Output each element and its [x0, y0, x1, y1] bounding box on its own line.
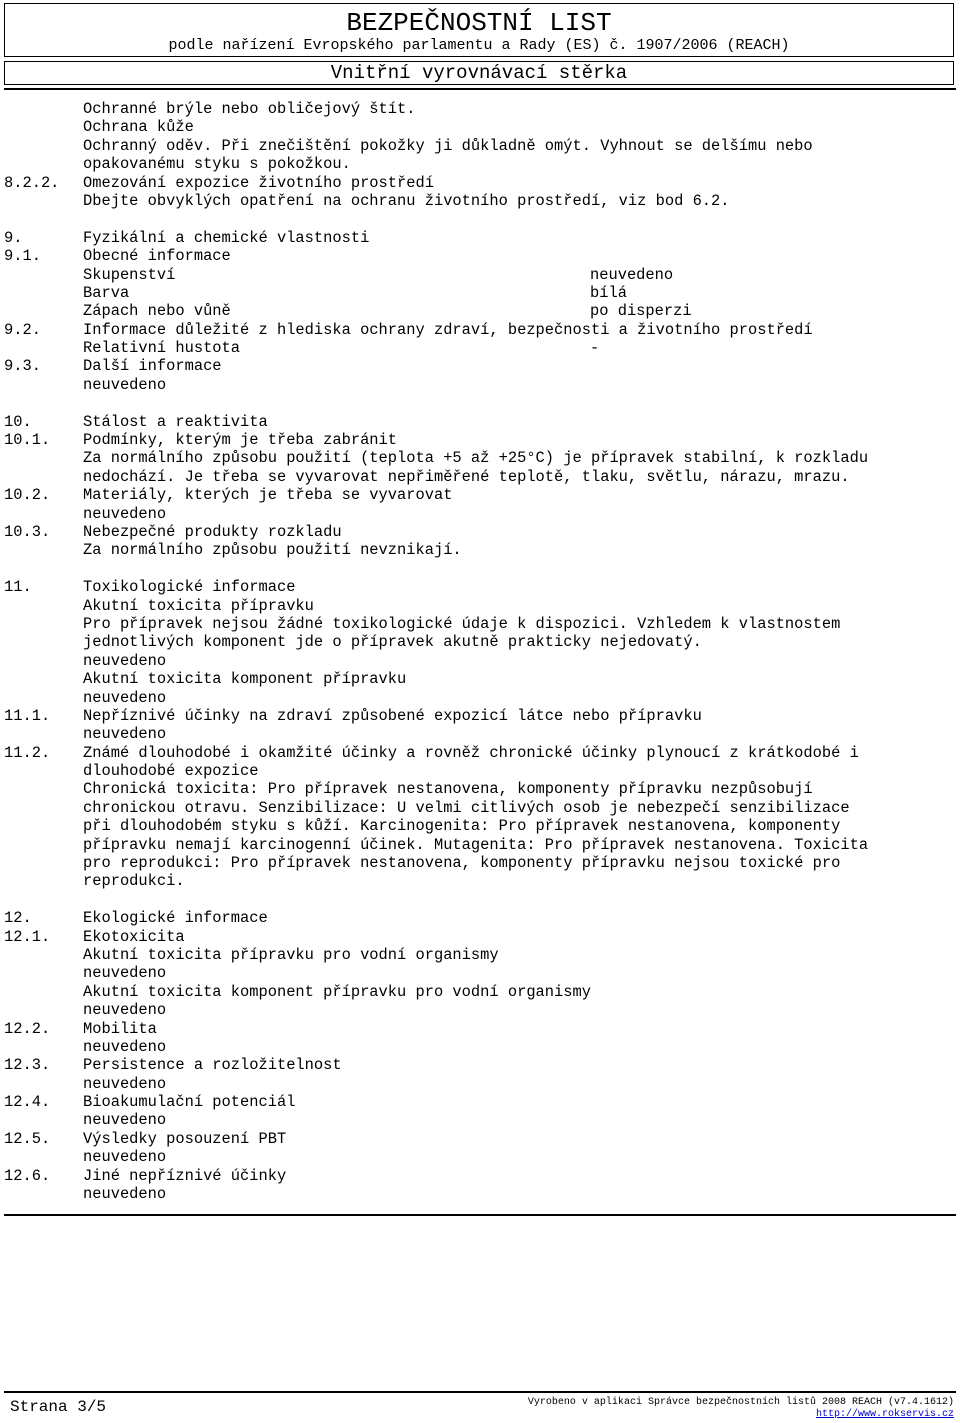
section-heading-line: [4, 744, 956, 762]
line-text: Omezování expozice životního prostředí: [83, 173, 434, 192]
section-number: [4, 597, 83, 615]
line-text: Ekologické informace: [83, 909, 268, 928]
section-number: 12.5.: [4, 1129, 51, 1148]
line-text: neuvedeno: [83, 375, 167, 394]
text-line: [4, 946, 956, 964]
content-end-divider: [4, 1214, 956, 1216]
line-text: neuvedeno: [83, 651, 167, 670]
section-heading-line: [4, 523, 956, 541]
document-subtitle: podle nařízení Evropského parlamentu a Rady (ES) č. 1907/2006 (REACH): [168, 37, 790, 54]
section-heading-line: [4, 174, 956, 192]
section-heading-line: [4, 1093, 956, 1111]
line-text: opakovanému styku s pokožkou.: [83, 155, 351, 174]
section-number: [4, 1148, 83, 1166]
line-text: neuvedeno: [83, 504, 167, 523]
blank-line: [4, 560, 956, 578]
line-text: Skupenství: [83, 265, 176, 284]
text-line: [4, 1001, 956, 1019]
line-text: chronickou otravu. Senzibilizace: U velmi citlivých osob je nebezpečí senzibilizace: [83, 798, 850, 817]
line-text: Barva: [83, 283, 130, 302]
line-text: Informace důležité z hlediska ochrany zdraví, bezpečnosti a životního prostředí: [83, 320, 813, 339]
section-number: 8.2.2.: [4, 173, 60, 192]
line-text: Relativní hustota: [83, 339, 241, 358]
section-number: [4, 964, 83, 982]
section-heading-line: [4, 707, 956, 725]
blank-line: [4, 394, 956, 412]
section-heading-line: [4, 909, 956, 927]
generator-link[interactable]: http://www.rokservis.cz: [815, 1409, 954, 1420]
section-number: [4, 762, 83, 780]
line-text: neuvedeno: [83, 1148, 167, 1167]
line-text: Pro přípravek nejsou žádné toxikologické údaje k dispozici. Vzhledem k vlastnostem: [83, 614, 841, 633]
section-number: [4, 1185, 83, 1203]
line-text: neuvedeno: [83, 1185, 167, 1204]
line-text: neuvedeno: [83, 1111, 167, 1130]
section-heading-line: [4, 1167, 956, 1185]
text-line: [4, 339, 956, 357]
line-text: Nepříznivé účinky na zdraví způsobené expozicí látce nebo přípravku: [83, 706, 702, 725]
text-line: [4, 615, 956, 633]
product-name: Vnitřní vyrovnávací stěrka: [4, 61, 954, 85]
line-text: Výsledky posouzení PBT: [83, 1129, 287, 1148]
line-text: Jiné nepříznivé účinky: [83, 1166, 287, 1185]
text-line: [4, 633, 956, 651]
line-text: Akutní toxicita komponent přípravku pro vodní organismy: [83, 982, 591, 1001]
section-number: [4, 137, 83, 155]
section-number: [4, 284, 83, 302]
text-line: [4, 1038, 956, 1056]
text-line: [4, 1148, 956, 1166]
section-number: [4, 339, 83, 357]
section-number: [4, 983, 83, 1001]
blank-line: [4, 210, 956, 228]
line-text: Ochrana kůže: [83, 118, 194, 137]
section-number: [4, 155, 83, 173]
section-number: 12.6.: [4, 1166, 51, 1185]
line-text: Ekotoxicita: [83, 927, 185, 946]
text-line: [4, 302, 956, 320]
line-text: dlouhodobé expozice: [83, 762, 259, 781]
line-text: Zápach nebo vůně: [83, 302, 231, 321]
text-line: [4, 192, 956, 210]
section-number: [4, 1001, 83, 1019]
section-heading-line: [4, 431, 956, 449]
line-text: Toxikologické informace: [83, 578, 296, 597]
section-number: [4, 266, 83, 284]
section-number: [4, 946, 83, 964]
section-number: [4, 1038, 83, 1056]
section-heading-line: [4, 247, 956, 265]
text-line: [4, 725, 956, 743]
generator-text: Vyrobeno v aplikaci Správce bezpečnostních listů 2008 REACH (v7.4.1612): [527, 1397, 954, 1408]
text-line: [4, 137, 956, 155]
text-line: [4, 541, 956, 559]
section-number: [4, 872, 83, 890]
text-line: [4, 872, 956, 890]
line-text: neuvedeno: [83, 688, 167, 707]
text-line: [4, 854, 956, 872]
text-line: [4, 780, 956, 798]
text-line: [4, 505, 956, 523]
section-number: [4, 615, 83, 633]
section-number: 11.1.: [4, 706, 51, 725]
section-number: [4, 302, 83, 320]
line-text: jednotlivých komponent jde o přípravek akutně prakticky nejedovatý.: [83, 633, 702, 652]
line-text: Dbejte obvyklých opatření na ochranu životního prostředí, viz bod 6.2.: [83, 191, 730, 210]
section-heading-line: [4, 1130, 956, 1148]
footer-divider: [4, 1391, 956, 1393]
text-line: [4, 100, 956, 118]
line-text: neuvedeno: [83, 1037, 167, 1056]
line-text: reprodukci.: [83, 872, 185, 891]
section-number: [4, 725, 83, 743]
text-line: [4, 284, 956, 302]
line-text: Chronická toxicita: Pro přípravek nestanovena, komponenty přípravku nezpůsobují: [83, 780, 813, 799]
section-number: [4, 192, 83, 210]
section-number: [4, 670, 83, 688]
document-body: [4, 100, 956, 1203]
text-line: [4, 799, 956, 817]
section-number: [4, 376, 83, 394]
section-number: 10.3.: [4, 522, 51, 541]
line-text: Nebezpečné produkty rozkladu: [83, 522, 342, 541]
section-number: 12.1.: [4, 927, 51, 946]
text-line: [4, 689, 956, 707]
property-value: neuvedeno: [590, 265, 674, 284]
line-text: Ochranné brýle nebo obličejový štít.: [83, 100, 416, 118]
section-number: 10.2.: [4, 486, 51, 505]
section-number: [4, 100, 83, 118]
line-text: neuvedeno: [83, 1074, 167, 1093]
line-text: Známé dlouhodobé i okamžité účinky a rovněž chronické účinky plynoucí z krátkodobé i: [83, 743, 859, 762]
section-number: [4, 799, 83, 817]
section-number: 12.: [4, 909, 32, 928]
line-text: Stálost a reaktivita: [83, 412, 268, 431]
property-value: -: [590, 339, 600, 358]
section-number: 10.: [4, 412, 32, 431]
line-text: neuvedeno: [83, 725, 167, 744]
line-text: Akutní toxicita komponent přípravku: [83, 670, 407, 689]
line-text: Persistence a rozložitelnost: [83, 1056, 342, 1075]
line-text: Materiály, kterých je třeba se vyvarovat: [83, 486, 453, 505]
text-line: [4, 449, 956, 467]
document-header: [4, 3, 954, 57]
line-text: neuvedeno: [83, 964, 167, 983]
section-number: [4, 1111, 83, 1129]
section-number: [4, 118, 83, 136]
section-number: 12.3.: [4, 1056, 51, 1075]
section-number: [4, 633, 83, 651]
text-line: [4, 1111, 956, 1129]
line-text: Akutní toxicita přípravku pro vodní organismy: [83, 945, 499, 964]
section-heading-line: [4, 357, 956, 375]
text-line: [4, 266, 956, 284]
section-number: [4, 836, 83, 854]
line-text: Mobilita: [83, 1019, 157, 1038]
section-heading-line: [4, 1056, 956, 1074]
text-line: [4, 817, 956, 835]
section-number: 11.2.: [4, 743, 51, 762]
property-value: po disperzi: [590, 302, 692, 321]
line-text: při dlouhodobém styku s kůží. Karcinogenita: Pro přípravek nestanovena, komponenty: [83, 817, 841, 836]
line-text: Další informace: [83, 357, 222, 376]
text-line: [4, 964, 956, 982]
section-number: [4, 449, 83, 467]
section-heading-line: [4, 1020, 956, 1038]
text-line: [4, 155, 956, 173]
line-text: Podmínky, kterým je třeba zabránit: [83, 431, 398, 450]
generator-note: [528, 1397, 954, 1421]
text-line: [4, 597, 956, 615]
section-number: [4, 854, 83, 872]
page-number: Strana 3/5: [10, 1398, 107, 1416]
section-number: 12.4.: [4, 1093, 51, 1112]
text-line: [4, 762, 956, 780]
line-text: nedochází. Je třeba se vyvarovat nepřiměřené teplotě, tlaku, světlu, nárazu, mrazu.: [83, 467, 850, 486]
line-text: Obecné informace: [83, 247, 231, 266]
header-divider: [4, 88, 956, 90]
document-title: BEZPEČNOSTNÍ LIST: [346, 8, 612, 38]
line-text: neuvedeno: [83, 1001, 167, 1020]
section-number: [4, 541, 83, 559]
section-number: 9.2.: [4, 320, 41, 339]
line-text: Za normálního způsobu použití (teplota +5 až +25°C) je přípravek stabilní, k rozkladu: [83, 449, 869, 468]
text-line: [4, 983, 956, 1001]
text-line: [4, 468, 956, 486]
text-line: [4, 376, 956, 394]
line-text: Za normálního způsobu použití nevznikají.: [83, 541, 462, 560]
section-number: [4, 652, 83, 670]
section-number: 9.3.: [4, 357, 41, 376]
section-number: [4, 817, 83, 835]
line-text: Bioakumulační potenciál: [83, 1093, 296, 1112]
section-number: 10.1.: [4, 431, 51, 450]
text-line: [4, 670, 956, 688]
line-text: Akutní toxicita přípravku: [83, 596, 314, 615]
section-number: [4, 689, 83, 707]
section-heading-line: [4, 321, 956, 339]
property-value: bílá: [590, 283, 627, 302]
line-text: pro reprodukci: Pro přípravek nestanovena, komponenty přípravku nejsou toxické pro: [83, 854, 841, 873]
text-line: [4, 652, 956, 670]
section-heading-line: [4, 928, 956, 946]
line-text: přípravku nemají karcinogenní účinek. Mutagenita: Pro přípravek nestanovena. Toxicita: [83, 835, 869, 854]
section-number: 12.2.: [4, 1019, 51, 1038]
section-number: [4, 780, 83, 798]
section-number: [4, 468, 83, 486]
line-text: Ochranný oděv. Při znečištění pokožky ji důkladně omýt. Vyhnout se delšímu nebo: [83, 136, 813, 155]
section-number: 11.: [4, 578, 32, 597]
line-text: Fyzikální a chemické vlastnosti: [83, 228, 370, 247]
section-number: [4, 505, 83, 523]
section-heading-line: [4, 578, 956, 596]
text-line: [4, 1075, 956, 1093]
text-line: [4, 836, 956, 854]
text-line: [4, 1185, 956, 1203]
section-number: [4, 1075, 83, 1093]
section-heading-line: [4, 229, 956, 247]
section-number: 9.: [4, 228, 23, 247]
section-number: 9.1.: [4, 247, 41, 266]
section-heading-line: [4, 486, 956, 504]
blank-line: [4, 891, 956, 909]
text-line: [4, 118, 956, 136]
section-heading-line: [4, 413, 956, 431]
